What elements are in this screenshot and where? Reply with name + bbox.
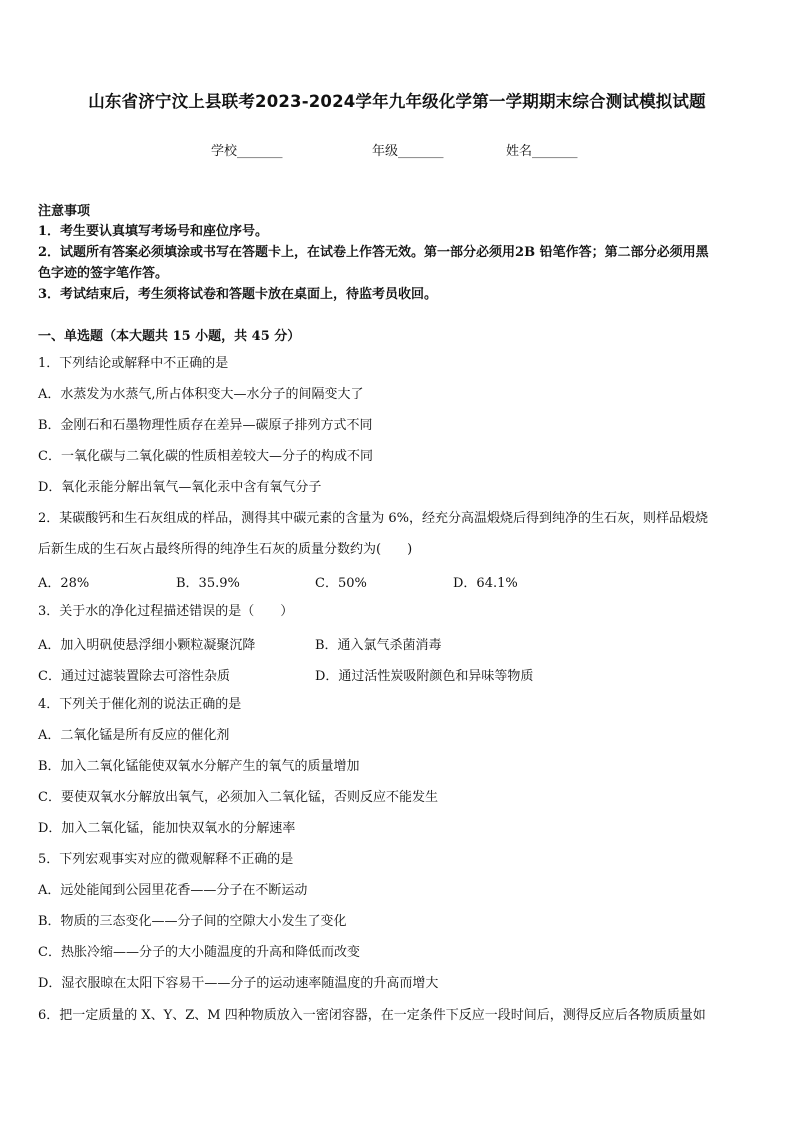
question-2-stem: 2．某碳酸钙和生石灰组成的样品，测得其中碳元素的含量为 6%，经充分高温煅烧后得到纯净的生石灰，则样品煅烧	[38, 511, 709, 526]
question-2-option-c: C．50%	[315, 576, 367, 591]
question-1-option-d: D．氧化汞能分解出氧气—氧化汞中含有氧气分子	[38, 480, 322, 495]
question-4-option-a: A．二氧化锰是所有反应的催化剂	[38, 728, 230, 743]
question-1-option-a: A．水蒸发为水蒸气,所占体积变大—水分子的间隔变大了	[38, 387, 364, 402]
question-3-option-d: D．通过活性炭吸附颜色和异味等物质	[315, 669, 534, 684]
question-4-option-b: B．加入二氧化锰能使双氧水分解产生的氧气的质量增加	[38, 759, 360, 774]
question-1-option-b: B．金刚石和石墨物理性质存在差异—碳原子排列方式不同	[38, 418, 373, 433]
question-2-stem-cont: 后新生成的生石灰占最终所得的纯净生石灰的质量分数约为( )	[38, 542, 413, 557]
question-5-option-a: A．远处能闻到公园里花香——分子在不断运动	[38, 883, 308, 898]
question-1-stem: 1．下列结论或解释中不正确的是	[38, 356, 229, 371]
notice-item: 1．考生要认真填写考场号和座位序号。	[38, 224, 269, 239]
question-6-stem: 6．把一定质量的 X、Y、Z、M 四种物质放入一密闭容器，在一定条件下反应一段时间后，测得反应后各物质质量如	[38, 1008, 706, 1023]
question-5-stem: 5．下列宏观事实对应的微观解释不正确的是	[38, 852, 294, 867]
notice-item: 色字迹的签字笔作答。	[38, 266, 169, 281]
question-2-option-a: A．28%	[38, 576, 90, 591]
question-5-option-b: B．物质的三态变化——分子间的空隙大小发生了变化	[38, 914, 347, 929]
section-heading: 一、单选题（本大题共 15 小题，共 45 分）	[38, 329, 301, 344]
notice-item: 2．试题所有答案必须填涂或书写在答题卡上，在试卷上作答无效。第一部分必须用2B 铅笔作答；第二部分必须用黑	[38, 245, 709, 260]
document-title: 山东省济宁汶上县联考2023-2024学年九年级化学第一学期期末综合测试模拟试题	[88, 92, 706, 111]
question-4-stem: 4．下列关于催化剂的说法正确的是	[38, 697, 242, 712]
question-5-option-c: C．热胀冷缩——分子的大小随温度的升高和降低而改变	[38, 945, 360, 960]
notice-heading: 注意事项	[38, 204, 91, 219]
question-2-option-b: B．35.9%	[176, 576, 240, 591]
question-3-stem: 3．关于水的净化过程描述错误的是（ ）	[38, 604, 294, 619]
name-field: 姓名_______	[506, 144, 578, 159]
question-3-option-a: A．加入明矾使悬浮细小颗粒凝聚沉降	[38, 638, 256, 653]
question-3-option-b: B．通入氯气杀菌消毒	[315, 638, 442, 653]
question-4-option-c: C．要使双氧水分解放出氧气，必须加入二氧化锰，否则反应不能发生	[38, 790, 438, 805]
question-5-option-d: D．湿衣服晾在太阳下容易干——分子的运动速率随温度的升高而增大	[38, 976, 439, 991]
question-2-option-d: D．64.1%	[453, 576, 518, 591]
question-4-option-d: D．加入二氧化锰，能加快双氧水的分解速率	[38, 821, 296, 836]
question-3-option-c: C．通过过滤装置除去可溶性杂质	[38, 669, 230, 684]
notice-item: 3．考试结束后，考生须将试卷和答题卡放在桌面上，待监考员收回。	[38, 287, 438, 302]
grade-field: 年级_______	[372, 144, 444, 159]
question-1-option-c: C．一氧化碳与二氧化碳的性质相差较大—分子的构成不同	[38, 449, 373, 464]
school-field: 学校_______	[211, 144, 283, 159]
